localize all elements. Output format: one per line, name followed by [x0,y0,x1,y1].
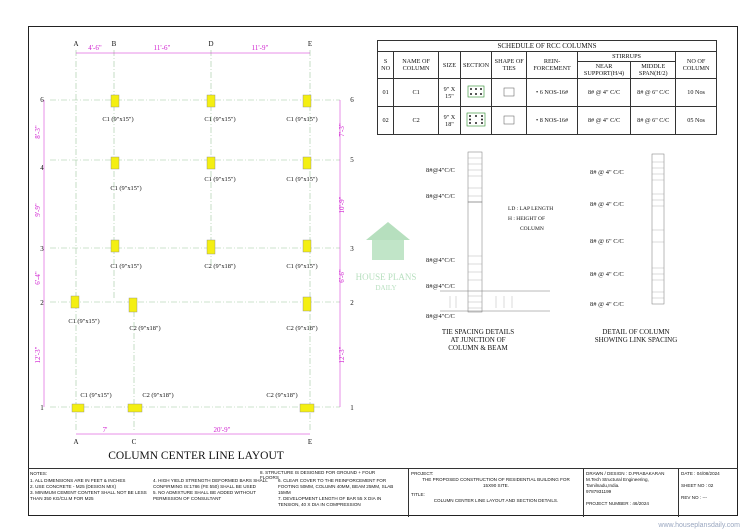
column-label-r1c: C2 (9"x18") [142,392,174,399]
note-8: 8. STRUCTURE IS DESIGNED FOR GROUND + FOUR FLOORS [260,470,376,480]
column-r3a [111,240,119,252]
column-r2a [71,296,79,308]
dim-right-3: 6'-6" [338,269,346,283]
link-label-1: 8# @ 4" C/C [590,169,624,176]
column-label-r1e: C2 (9"x18") [266,392,298,399]
tie-caption-2: AT JUNCTION OF [450,336,506,344]
footer-url: www.houseplansdaily.com [658,522,740,529]
column-label-r2b: C2 (9"x18") [129,325,161,332]
column-r6e [303,95,311,107]
link-label-5: 8# @ 4" C/C [590,301,624,308]
header-stirrups: STIRRUPS [577,52,675,62]
grid-label-right-3: 3 [350,245,354,253]
dim-left-4: 12'-3" [34,346,42,364]
dim-bottom-1: 7' [102,426,108,434]
grid-label-top-a: A [73,40,79,48]
section-sketch-c2 [460,107,491,135]
legend-ld: LD : LAP LENGTH [508,206,554,212]
column-r6a [111,95,119,107]
header-near: NEAR SUPPORT(H/4) [577,62,630,79]
column-r2e [303,297,311,311]
column-r3e [303,240,311,252]
column-label-r6e: C1 (9"x15") [286,116,318,123]
title-block [28,468,738,517]
header-reinf: REIN- FORCEMENT [527,52,577,79]
schedule-title: SCHEDULE OF RCC COLUMNS [378,41,717,52]
dim-top-1: 4'-6" [88,44,102,52]
grid-label-right-2: 2 [350,299,354,307]
watermark-logo [356,222,417,292]
header-middle: MIDDLE SPAN(H/2) [631,62,676,79]
link-caption-1: DETAIL OF COLUMN [602,328,670,336]
tie-label-3: 8#@4"C/C [426,257,455,264]
grid-label-left-4: 4 [40,164,44,172]
column-r1e [300,404,314,412]
grid-label-left-1: 1 [40,404,44,412]
tie-shape-c2 [492,107,527,135]
designer-block: DRAWN / DESIGN : D.PRABAKARAN M.Tech Structural Engineering, Tamilnadu,India. 9787931199 PROJECT NUMBER : 46/2024 [583,469,678,517]
header-shape: SHAPE OF TIES [492,52,527,79]
column-label-r2e: C2 (9"x18") [286,325,318,332]
grid-label-bottom-e: E [307,438,313,446]
dim-bottom-2: 20'-9" [213,426,231,434]
section-sketch-c1 [460,79,491,107]
grid-label-left-3: 3 [40,245,44,253]
header-sno: S NO [378,52,394,79]
grid-label-right-1: 1 [350,404,354,412]
column-label-r4d: C1 (9"x15") [204,176,236,183]
header-name: NAME OF COLUMN [394,52,439,79]
tie-label-2: 8#@4"C/C [426,193,455,200]
column-label-r1a: C1 (9"x15") [80,392,112,399]
grid-label-top-d: D [208,40,214,48]
column-r1c [128,404,142,412]
grid-label-top-e: E [307,40,313,48]
project-block: PROJECT: THE PROPOSED CONSTRUCTION OF RESIDENTIAL BUILDING FOR 15X90 SITE. TITLE: COLUMN CENTER LINE LAYOUT AND SECTION DETAILS. [408,469,583,517]
column-label-r3e: C1 (9"x15") [286,263,318,270]
dim-top-3: 11'-9" [251,44,269,52]
tie-label-4: 8#@4"C/C [426,283,455,290]
column-r2b [129,298,137,312]
link-spacing-detail [580,150,730,350]
grid-label-top-b: B [111,40,117,48]
notes-block: NOTES: 1. ALL DIMENSIONS ARE IN FEET & INCHES 2. USE CONCRETE - M25 (DESIGN MIX) 3. MINIMUM CEMENT CONTENT SHALL NOT BE LESS THAN 350 KG/CU.M FOR M25 4. HIGH YIELD STRENGTH DEFORMED BARS SHALL CONFIRMING IS:1786 (FE 550) SHALL BE USED 5. NO ADMIXTURE SHALL BE ADDED WITHOUT PERMISSION OF CONSULTANT 6. CLEAR COVER TO THE REINFORCEMENT FOR FOOTING 50MM, COLUMN 40MM, BEAM 25MM, SLAB 15MM 7. DEVELOPMENT LENGTH OF BAR 55 X DIA IN TENSION, 40 X DIA IN COMPRESSION [30,471,394,507]
legend-h1: H : HEIGHT OF [508,216,546,222]
column-r4d [207,157,215,169]
dim-left-1: 8'-3" [34,125,42,139]
column-r3d [207,240,215,254]
header-nos: NO OF COLUMN [676,52,717,79]
column-label-r4e: C1 (9"x15") [286,176,318,183]
svg-text:HOUSE PLANS: HOUSE PLANS [355,272,417,282]
column-label-r6d: C1 (9"x15") [204,116,236,123]
tie-label-5: 8#@4"C/C [426,313,455,320]
schedule-table [377,40,717,135]
dim-left-2: 9'-9" [34,203,42,217]
column-r1a [72,404,84,412]
column-label-r4a: C1 (9"x15") [110,185,142,192]
dim-right-1: 7'-3" [338,123,346,137]
column-r4e [303,157,311,169]
tie-caption-1: TIE SPACING DETAILS [441,328,515,336]
header-size: SIZE [438,52,460,79]
grid-label-bottom-c: C [131,438,137,446]
column-r6d [207,95,215,107]
dim-left-3: 6'-4" [34,271,42,285]
grid-label-right-5: 5 [350,156,354,164]
tie-label-1: 8#@4"C/C [426,167,455,174]
tie-caption-3: COLUMN & BEAM [448,344,508,352]
table-row: 01 C1 9" X 15" • 6 NOS-16# 8# @ 4" C/C 8# @ 6" C/C 10 Nos [378,79,717,107]
tie-shape-c1 [492,79,527,107]
dim-right-2: 10'-9" [338,196,346,214]
svg-text:DAILY: DAILY [375,284,397,292]
dim-top-2: 11'-6" [153,44,171,52]
column-label-r3a: C1 (9"x15") [110,263,142,270]
link-caption-2: SHOWING LINK SPACING [594,336,678,344]
link-label-2: 8# @ 4" C/C [590,201,624,208]
grid-label-left-6: 6 [40,96,44,104]
legend-h2: COLUMN [520,226,544,232]
grid-label-bottom-a: A [73,438,79,446]
tie-spacing-detail [420,148,570,358]
column-label-r6a: C1 (9"x15") [102,116,134,123]
column-label-r3d: C2 (9"x18") [204,263,236,270]
grid-label-left-2: 2 [40,299,44,307]
sheet-info-block: DATE : 04/08/2024 SHEET NO : 02 REV NO : --- [678,469,738,517]
layout-title: COLUMN CENTER LINE LAYOUT [108,450,284,462]
link-label-4: 8# @ 4" C/C [590,271,624,278]
column-r4a [111,157,119,169]
table-row: 02 C2 9" X 18" • 8 NOS-16# 8# @ 4" C/C 8# @ 6" C/C 05 Nos [378,107,717,135]
column-label-r2a: C1 (9"x15") [68,318,100,325]
header-section: SECTION [460,52,491,79]
grid-label-right-6: 6 [350,96,354,104]
dim-right-4: 12'-3" [338,346,346,364]
link-label-3: 8# @ 6" C/C [590,238,624,245]
